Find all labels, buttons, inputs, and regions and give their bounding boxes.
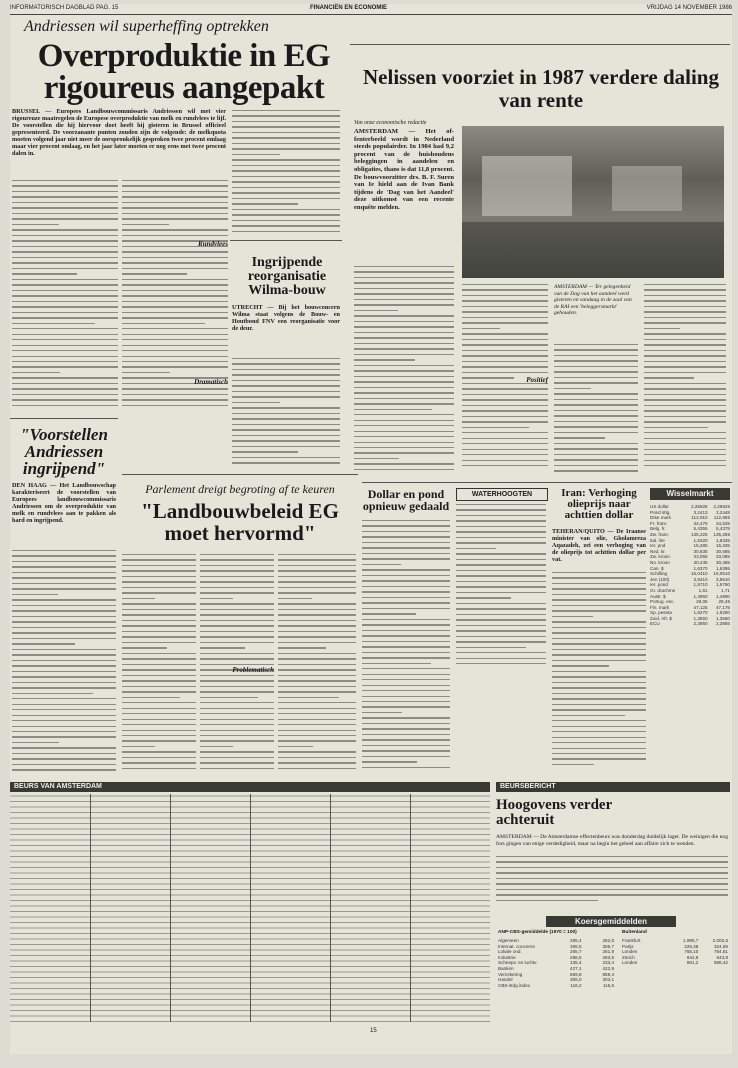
buitenland-cell: 881,2: [686, 960, 699, 966]
buitenland-cell: Londen: [622, 960, 638, 966]
wisselmarkt-cell: 1,6345: [715, 537, 730, 543]
koersgemiddelden-cell: 265,7: [570, 949, 582, 955]
running-head: [10, 4, 732, 15]
rente-body-col-4: [644, 284, 726, 476]
wisselmarkt-cell: 112,910: [691, 515, 708, 521]
buitenland-cell: Parijs: [622, 943, 634, 949]
photo-caption: AMSTERDAM — Ter gelegenheid van de Dag van het aandeel werd gisteren en vandaag in de zaal van de RAI een 'beleggersmarkt' gehouden.: [554, 284, 632, 316]
buitenland-cell: 886,42: [713, 960, 728, 966]
wisselmarkt-cell: 5,4355: [693, 526, 708, 532]
koersgemiddelden-cell: 427,1: [570, 965, 582, 971]
wisselmarkt-cell: 112,965: [713, 515, 730, 521]
waterhoogten-title: WATERHOOGTEN: [456, 488, 548, 501]
koersgemiddelden-subtitle: ANP-CBS-gemiddelde (1970 = 100): [498, 930, 577, 935]
rente-body-col-3: [554, 344, 638, 476]
wisselmarkt-cell: 47,125: [693, 604, 708, 610]
landbouw-body-col-2: [200, 554, 274, 776]
buitenland-cell: Frankfurt: [622, 938, 641, 943]
buitenland-cell: Londen: [622, 949, 638, 955]
iran-lead: TEHERAN/QUITO — De Iraanse minister van olie, Gholamreza Aqazadeh, zei een verhoging van de olieprijs tot achttien dollar per vat.: [552, 528, 646, 563]
main-body-col-1: [12, 180, 118, 414]
wisselmarkt-cell: 1,3550: [693, 615, 708, 621]
wisselmarkt-cell: Can. $: [650, 565, 664, 571]
main-lead: BRUSSEL — Europees Landbouwcommissaris Andriessen wil met vier rigoureuze maatregelen de Europese overproduktie van melk en rundvlees te lijf. De voorstellen die hij hiervoor doet heeft hij gisteren in Brussel officieel gepresenteerd. De voorzanante punten zouden zijn de volgende: de melkquota moeten volgend jaar niet meer de oorspronkelijk gesproken twee procent omlaag maar vier procent omlaag, en het jaar later moeten er nog eens met twee procent dalen in.: [12, 108, 226, 157]
wisselmarkt-cell: 16,0410: [691, 571, 708, 577]
voorstellen-body: [12, 550, 116, 776]
koersgemiddelden-cell: 282,6: [602, 938, 614, 943]
rente-byline: Van onze economische redactie: [354, 120, 427, 126]
subhead-dramatisch: Dramatisch: [194, 378, 228, 386]
koersgemiddelden-cell: 283,5: [602, 954, 614, 960]
koersgemiddelden-cell: 115,6: [602, 982, 614, 988]
koersgemiddelden-cell: Banken: [498, 965, 514, 971]
rente-lead: AMSTERDAM — Het of-fenterbeeld wordt in Nederland steeds populairder. In 1984 had 9,2 procent van de huishoudens beleggingen in aandelen en obligaties, thans is dat 11,8 procent. De bouwvoorzitter drs. B. F. Suren van Ie hield aan de Ivan Bank tijdens de 'Dag van het Aandeel' deze uitkomst van een recente enquête melden.: [354, 128, 454, 211]
wisselmarkt-cell: Sp. peseta: [650, 610, 672, 616]
wisselmarkt-cell: 3,9310: [693, 576, 708, 582]
main-kicker: Andriessen wil superheffing optrekken: [24, 18, 269, 35]
wisselmarkt-cell: ECU: [650, 621, 660, 627]
landbouw-headline: "Landbouwbeleid EG moet hervormd": [141, 499, 339, 545]
koersgemiddelden-cell: Industrie: [498, 954, 516, 960]
koersgemiddelden-cell: 286,5: [570, 954, 582, 960]
wilma-headline: Ingrijpende reorganisatie Wilma-bouw: [247, 255, 327, 298]
buitenland-row: [622, 960, 728, 966]
wisselmarkt-cell: 1,5710: [693, 582, 708, 588]
wisselmarkt-cell: 1,6395: [715, 565, 730, 571]
running-head-left: INFORMATORISCH DAGBLAD PAG. 15: [10, 5, 119, 11]
page-number: 15: [370, 1028, 377, 1034]
wisselmarkt-cell: 2,3955: [715, 621, 730, 627]
wisselmarkt-cell: 5,4375: [715, 526, 730, 532]
koersgemiddelden-cell: 261,8: [602, 949, 614, 955]
wisselmarkt-cell: Zw. franc: [650, 531, 669, 537]
wisselmarkt-cell: Ier. pond: [650, 582, 668, 588]
running-head-section: FINANCIËN EN ECONOMIE: [310, 5, 388, 11]
buitenland-cell: 324,59: [713, 943, 728, 949]
wisselmarkt-cell: Ned. kr.: [650, 548, 666, 554]
subhead-rundvlees: Rundvlees: [198, 240, 228, 248]
beursbericht-headline: Hoogovens verder achteruit: [496, 797, 612, 828]
wisselmarkt-cell: 1,5260: [715, 610, 730, 616]
buitenland-cell: 1.995,7: [683, 938, 699, 943]
wisselmarkt-cell: 1,4990: [715, 593, 730, 599]
wisselmarkt-cell: 135,225: [691, 531, 708, 537]
wisselmarkt-cell: 15,285: [693, 543, 708, 549]
wisselmarkt-cell: 30,635: [693, 548, 708, 554]
dollar-body: [362, 520, 450, 774]
wisselmarkt-cell: 29,45: [718, 599, 730, 605]
wisselmarkt-cell: US dollar: [650, 504, 669, 509]
koersgemiddelden-cell: 303,1: [602, 977, 614, 983]
wisselmarkt-cell: 16,0510: [713, 571, 730, 577]
buitenland-cell: 642,9: [686, 954, 699, 960]
koersgemiddelden-table: [498, 938, 614, 988]
wilma-lead: UTRECHT — Bij het bouwconcern Wilma staat volgens de Bouw- en Houtbond FNV een reorganisatie voor de deur.: [232, 304, 340, 332]
koersgemiddelden-cell: 859,4: [602, 971, 614, 977]
main-headline: Overproduktie in EG rigoureus aangepakt: [37, 38, 331, 106]
wisselmarkt-cell: 34,525: [715, 520, 730, 526]
wisselmarkt-cell: Schilling: [650, 571, 668, 577]
buitenland-table: [622, 938, 728, 966]
wisselmarkt-cell: 2,26825: [713, 504, 730, 509]
koersgemiddelden-cell: 285,4: [570, 938, 582, 943]
wisselmarkt-cell: Portug. esc.: [650, 599, 675, 605]
wisselmarkt-cell: 1,6370: [693, 565, 708, 571]
wisselmarkt-cell: 1,3560: [715, 615, 730, 621]
wisselmarkt-cell: 1,5270: [693, 610, 708, 616]
wisselmarkt-cell: 1,4950: [693, 593, 708, 599]
koersgemiddelden-cell: 306,0: [570, 977, 582, 983]
wisselmarkt-cell: Zuid. Afr. $: [650, 615, 672, 621]
wisselmarkt-row: [650, 621, 730, 627]
voorstellen-lead: DEN HAAG — Het Landbouwschap karakteriseert de voorstellen van Europees landbouwcommissaris Andriessen om de overproduktie van melk en rundvlees aan te pakken als hard en ingrijpend.: [12, 482, 116, 524]
rente-body-col-1: [354, 266, 454, 476]
wisselmarkt-cell: 2,3950: [693, 621, 708, 627]
buitenland-cell: 764,81: [713, 949, 728, 955]
wisselmarkt-cell: 1,6320: [693, 537, 708, 543]
waterhoogten-table: [456, 504, 546, 674]
beursbericht-lead: AMSTERDAM — De Amsterdamse effectenbeurs was donderdag duidelijk lager. De weinigen die nog fors gingen van enige verdedigheid, maar na begin het geheel aan affaire zich te wenden.: [496, 834, 728, 847]
wisselmarkt-cell: 1,71: [721, 587, 730, 593]
divider: [350, 44, 730, 45]
wisselmarkt-cell: Dtse mark: [650, 515, 671, 521]
koersgemiddelden-cell: Verzekering: [498, 971, 523, 977]
voorstellen-headline: "Voorstellen Andriessen ingrijpend": [20, 425, 108, 478]
koersgemiddelden-cell: 235,4: [570, 960, 582, 966]
newspaper-page: [10, 4, 732, 1054]
wisselmarkt-cell: Fr. franc: [650, 520, 667, 526]
subhead-problematisch: Problematisch: [232, 666, 274, 674]
wisselmarkt-cell: Fin. mark: [650, 604, 670, 610]
wisselmarkt-cell: 34,475: [693, 520, 708, 526]
wisselmarkt-cell: Austr. $: [650, 593, 666, 599]
dollar-headline: Dollar en pond opnieuw gedaald: [362, 487, 450, 513]
subhead-positief: Positief: [526, 376, 548, 384]
landbouw-body-col-1: [122, 554, 196, 776]
running-head-date: VRIJDAG 14 NOVEMBER 1986: [646, 5, 732, 11]
koersgemiddelden-cell: 233,4: [602, 960, 614, 966]
wisselmarkt-cell: 29,05: [696, 599, 708, 605]
koersgemiddelden-cell: 116,2: [570, 982, 582, 988]
koersgemiddelden-cell: Lokale ond.: [498, 949, 522, 955]
koersgemiddelden-cell: 869,8: [570, 971, 582, 977]
wisselmarkt-table: [650, 504, 730, 627]
wisselmarkt-cell: Zw. kroon: [650, 554, 670, 560]
koersgemiddelden-cell: Scheepv. en luchtv.: [498, 960, 538, 966]
wisselmarkt-cell: 30,685: [715, 548, 730, 554]
wisselmarkt-title: Wisselmarkt: [650, 488, 730, 500]
buitenland-cell: 2.002,6: [712, 938, 728, 943]
landbouw-body-col-3: [278, 554, 356, 776]
wisselmarkt-cell: Gr. drachme: [650, 587, 676, 593]
wilma-body: [232, 358, 340, 470]
divider: [122, 474, 358, 475]
beursbericht-body: [496, 856, 728, 910]
koersgemiddelden-cell: Internat. concerns: [498, 943, 535, 949]
buitenland-title: Buitenland: [622, 930, 647, 935]
koersgemiddelden-cell: 422,9: [602, 965, 614, 971]
koersgemiddelden-cell: 306,7: [602, 943, 614, 949]
landbouw-kicker: Parlement dreigt begroting af te keuren: [145, 482, 335, 496]
wisselmarkt-cell: Jen (100): [650, 576, 670, 582]
wisselmarkt-cell: 30,435: [693, 559, 708, 565]
wisselmarkt-cell: Belg. fr.: [650, 526, 666, 532]
koersgemiddelden-title: Koersgemiddelden: [546, 916, 676, 927]
main-body-col-3: [232, 110, 340, 238]
iran-body: [552, 572, 646, 774]
wisselmarkt-cell: 33,085: [715, 554, 730, 560]
koersgemiddelden-row: [498, 983, 614, 989]
buitenland-cell: Zürich: [622, 954, 635, 960]
wisselmarkt-cell: 3,9510: [715, 576, 730, 582]
buitenland-cell: 325,48: [684, 943, 699, 949]
divider: [230, 240, 342, 241]
wisselmarkt-cell: No. kroon: [650, 559, 670, 565]
buitenland-cell: 765,10: [684, 949, 699, 955]
iran-headline: Iran: Verhoging olieprijs naar achttien dollar: [561, 487, 637, 521]
wisselmarkt-cell: 2,26825: [691, 504, 708, 509]
rente-headline: Nelissen voorziet in 1987 verdere daling van rente: [363, 65, 719, 112]
wisselmarkt-cell: 1,61: [698, 587, 708, 593]
wisselmarkt-cell: 3,2413: [693, 509, 708, 515]
wisselmarkt-cell: 47,175: [715, 604, 730, 610]
wisselmarkt-cell: 135,285: [713, 531, 730, 537]
wisselmarkt-cell: 30,465: [715, 559, 730, 565]
wisselmarkt-cell: 3,2448: [715, 509, 730, 515]
divider: [10, 418, 118, 419]
wisselmarkt-cell: 33,055: [693, 554, 708, 560]
wisselmarkt-cell: 15,335: [715, 543, 730, 549]
koersgemiddelden-cell: Handel: [498, 977, 513, 983]
koersgemiddelden-cell: Algemeen: [498, 938, 519, 943]
buitenland-cell: 643,8: [716, 954, 728, 960]
koersgemiddelden-cell: 306,5: [570, 943, 582, 949]
wisselmarkt-cell: Ier. pnd: [650, 543, 666, 549]
divider: [362, 482, 732, 483]
wisselmarkt-cell: Pond stlg.: [650, 509, 671, 515]
beurs-title: BEURS VAN AMSTERDAM: [10, 782, 490, 792]
beursbericht-label: BEURSBERICHT: [496, 782, 730, 792]
beleggersmarkt-photo: [462, 126, 724, 278]
wisselmarkt-cell: 1,5760: [715, 582, 730, 588]
koersgemiddelden-cell: CBS-stdg index: [498, 982, 530, 988]
wisselmarkt-cell: Ital. lire: [650, 537, 665, 543]
